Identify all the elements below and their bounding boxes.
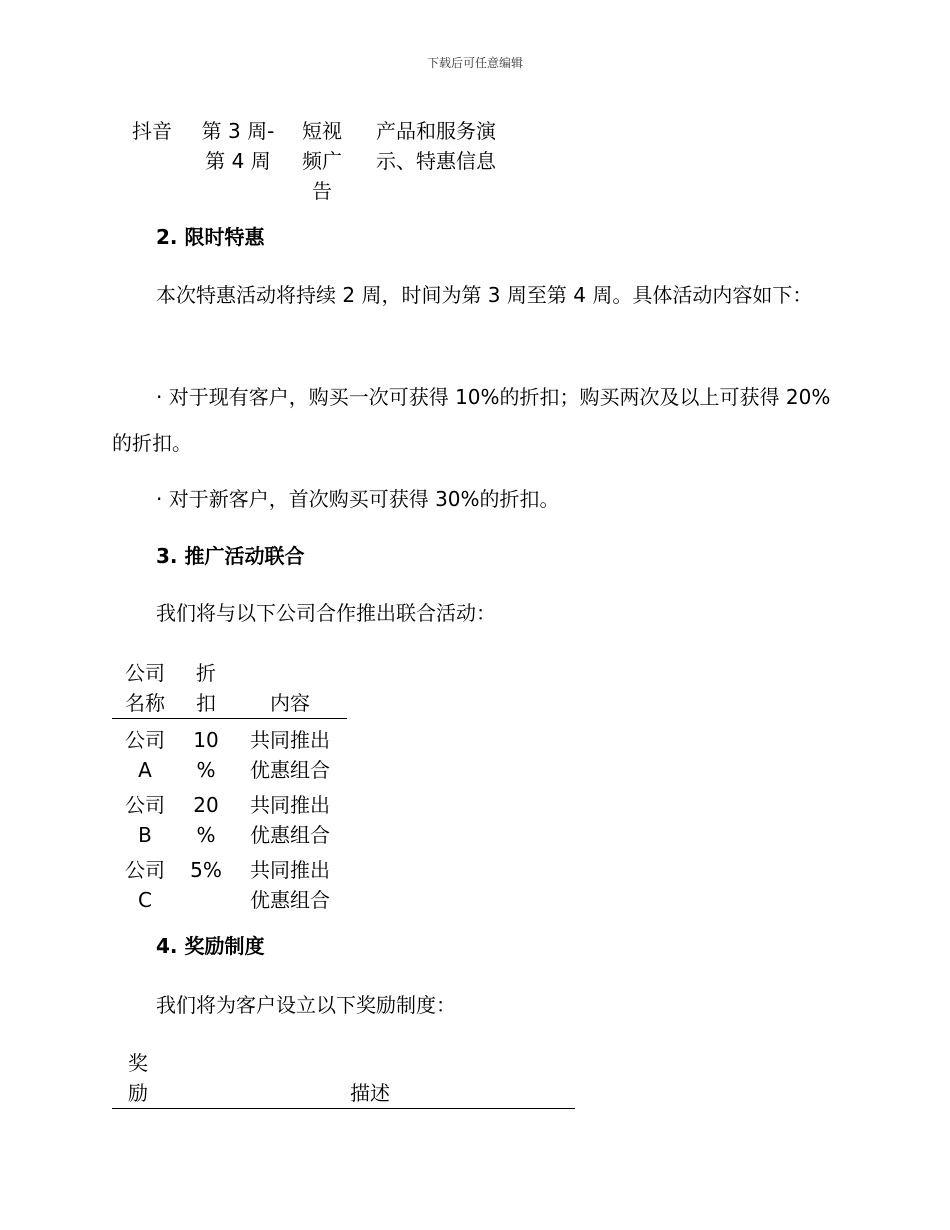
company-cell-line1: 公司	[125, 793, 165, 817]
header-company-line1: 公司	[125, 661, 165, 685]
section3-intro: 我们将与以下公司合作推出联合活动：	[156, 601, 496, 625]
content-cell-line2: 示、特惠信息	[376, 149, 496, 173]
header-reward-line1: 奖	[128, 1051, 148, 1075]
format-cell-line3: 告	[312, 179, 332, 203]
header-description: 描述	[350, 1081, 390, 1105]
content-cell-line2: 优惠组合	[250, 758, 330, 782]
header-content: 内容	[270, 691, 310, 715]
section2-bullet-existing: · 对于现有客户，购买一次可获得 10%的折扣；购买两次及以上可获得 20%的折扣。	[112, 385, 831, 455]
header-reward-line2: 励	[128, 1081, 148, 1105]
section4-intro: 我们将为客户设立以下奖励制度：	[156, 993, 456, 1017]
company-cell-line1: 公司	[125, 728, 165, 752]
platform-cell: 抖音	[132, 119, 172, 143]
discount-cell-line1: 10	[193, 728, 219, 752]
header-company-line2: 名称	[125, 691, 165, 715]
discount-cell-line1: 20	[193, 793, 219, 817]
content-cell-line1: 产品和服务演	[376, 119, 496, 143]
section4-heading: 4. 奖励制度	[156, 934, 265, 958]
format-cell-line1: 短视	[302, 119, 342, 143]
period-cell-line2: 第 4 周	[205, 149, 271, 173]
discount-cell-line1: 5%	[190, 858, 222, 882]
header-discount-line1: 折	[196, 661, 216, 685]
company-cell-line2: A	[138, 758, 152, 782]
company-cell-line2: C	[138, 888, 152, 912]
header-discount-line2: 扣	[196, 691, 216, 715]
reward-table-header-rule	[112, 1108, 575, 1109]
section3-heading: 3. 推广活动联合	[156, 544, 305, 568]
discount-cell-line2: %	[196, 758, 216, 782]
section2-bullet-new: · 对于新客户，首次购买可获得 30%的折扣。	[156, 487, 560, 511]
content-cell-line2: 优惠组合	[250, 888, 330, 912]
section2-intro: 本次特惠活动将持续 2 周，时间为第 3 周至第 4 周。具体活动内容如下：	[156, 283, 813, 307]
partner-table-header-rule	[112, 718, 347, 719]
content-cell-line2: 优惠组合	[250, 823, 330, 847]
discount-cell-line2: %	[196, 823, 216, 847]
company-cell-line1: 公司	[125, 858, 165, 882]
page-header: 下载后可任意编辑	[426, 56, 523, 70]
company-cell-line2: B	[138, 823, 152, 847]
content-cell-line1: 共同推出	[250, 793, 330, 817]
period-cell-line1: 第 3 周-	[201, 119, 275, 143]
content-cell-line1: 共同推出	[250, 858, 330, 882]
format-cell-line2: 频广	[302, 149, 342, 173]
content-cell-line1: 共同推出	[250, 728, 330, 752]
section2-heading: 2. 限时特惠	[156, 225, 265, 249]
